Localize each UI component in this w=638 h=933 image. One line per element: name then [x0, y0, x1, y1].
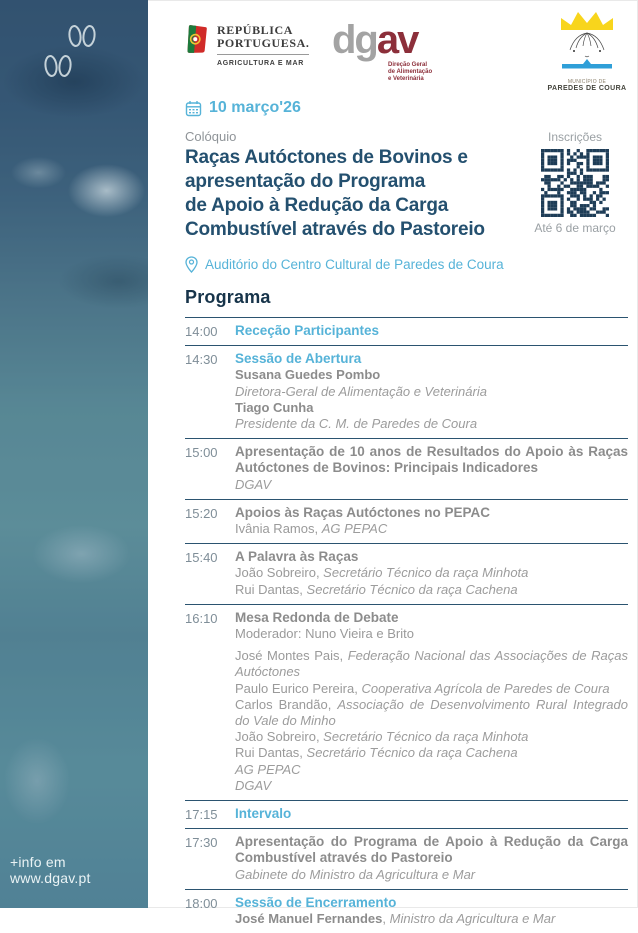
- program-entry: [235, 834, 628, 883]
- event-title: [185, 146, 535, 242]
- program-line: [235, 582, 628, 598]
- program-row: [185, 438, 628, 499]
- program-text-segment: Susana Guedes Pombo: [235, 367, 381, 383]
- program-text-segment: Presidente da C. M. de Paredes de Coura: [235, 416, 478, 432]
- program-row: [185, 800, 628, 828]
- cow-pasture-photo: [0, 0, 148, 908]
- cattle-hoofprints-icon: [44, 22, 100, 84]
- program-entry: [235, 323, 628, 339]
- crown-face-icon: [557, 6, 617, 72]
- program-row: [185, 828, 628, 889]
- program-text-segment: ,: [382, 911, 390, 927]
- event-location-text: Auditório do Centro Cultural de Paredes de Coura: [205, 257, 504, 272]
- program-line: [235, 911, 628, 927]
- program-line: [235, 477, 628, 493]
- registration-qr-code: [541, 149, 609, 217]
- location-pin-icon: [185, 256, 198, 273]
- program-entry: [235, 895, 628, 927]
- dgav-sub-line: de Alimentação: [388, 69, 433, 75]
- program-text-segment: Intervalo: [235, 806, 292, 822]
- dgav-subtitle: [388, 62, 432, 83]
- event-location: [185, 256, 504, 273]
- program-text-segment: Secretário Técnico da raça Minhota: [323, 565, 529, 581]
- program-text-segment: DGAV: [235, 777, 272, 793]
- program-time: 15:00: [185, 445, 218, 461]
- event-title-line: Raças Autóctones de Bovinos e: [185, 147, 468, 168]
- program-text-segment: Rui Dantas,: [235, 581, 307, 597]
- program-line: [235, 729, 628, 745]
- program-text-segment: Secretário Técnico da raça Minhota: [323, 729, 529, 745]
- dgav-sub-line: e Veterinária: [388, 76, 424, 82]
- program-text-segment: DGAV: [235, 476, 272, 492]
- program-entry: [235, 444, 628, 493]
- program-text-segment: Carlos Brandão,: [235, 696, 338, 712]
- registration-block: [523, 130, 627, 235]
- portugal-flag-icon: [185, 24, 209, 56]
- program-line: [235, 367, 628, 383]
- dgav-av-letters: av: [376, 18, 418, 62]
- program-entry: [235, 549, 628, 598]
- calendar-icon: [185, 100, 202, 117]
- program-text-segment: Apoios às Raças Autóctones no PEPAC: [235, 504, 491, 520]
- program-heading: Programa: [185, 287, 271, 307]
- program-entry: [235, 610, 628, 794]
- program-text-segment: Apresentação do Programa de Apoio à Redução da Carga Combustível através do Pastoreio: [235, 834, 628, 866]
- program-row: [185, 317, 628, 345]
- program-time: 15:40: [185, 550, 218, 566]
- program-line: [235, 681, 628, 697]
- program-line: [235, 762, 628, 778]
- event-title-line: Combustível através do Pastoreio: [185, 219, 485, 240]
- gov-rule: [217, 54, 309, 55]
- program-time: 14:00: [185, 324, 218, 339]
- program-text-segment: Gabinete do Ministro da Agricultura e Mar: [235, 866, 476, 882]
- program-row: [185, 543, 628, 604]
- program-text-segment: Sessão de Abertura: [235, 351, 362, 367]
- program-text-segment: Diretora-Geral de Alimentação e Veterinária: [235, 383, 487, 399]
- event-date-text: 10 março'26: [209, 99, 301, 116]
- program-row: [185, 345, 628, 438]
- registration-deadline: Até 6 de março: [534, 221, 616, 235]
- program-line: [235, 416, 628, 432]
- program-entry: [235, 806, 628, 822]
- program-line: [235, 444, 628, 476]
- program-time: 14:30: [185, 352, 218, 368]
- program-text-segment: Ministro da Agricultura e Mar: [389, 911, 556, 927]
- program-text-segment: Cooperativa Agrícola de Paredes de Coura: [361, 680, 610, 696]
- program-row: [185, 889, 628, 933]
- program-text-segment: Associação de Desenvolvimento Rural Integrado do Vale do Minho: [235, 696, 628, 729]
- program-line: [235, 626, 628, 642]
- program-text-segment: Receção Participantes: [235, 323, 380, 338]
- program-line: [235, 895, 628, 911]
- program-text-segment: José Manuel Fernandes: [235, 911, 383, 927]
- program-line: [235, 351, 628, 367]
- program-text-segment: Mesa Redonda de Debate: [235, 609, 399, 625]
- program-text-segment: A Palavra às Raças: [235, 549, 359, 565]
- program-line: [235, 400, 628, 416]
- program-line: [235, 521, 628, 537]
- event-title-line: de Apoio à Redução da Carga: [185, 195, 449, 216]
- program-table: [185, 317, 628, 933]
- event-kind: Colóquio: [185, 129, 237, 144]
- program-line: [235, 384, 628, 400]
- program-text-segment: João Sobreiro,: [235, 729, 324, 745]
- event-title-line: apresentação do Programa: [185, 171, 426, 192]
- dgav-dg-letters: dg: [332, 18, 377, 62]
- program-text-segment: Paulo Eurico Pereira,: [235, 680, 362, 696]
- program-line: [235, 867, 628, 883]
- program-entry: [235, 351, 628, 432]
- program-time: 17:15: [185, 807, 218, 823]
- event-date: [185, 99, 301, 117]
- program-line: [235, 323, 628, 339]
- program-text-segment: João Sobreiro,: [235, 565, 324, 581]
- paredes-de-coura-logo: [546, 6, 628, 92]
- program-text-segment: Secretário Técnico da raça Cachena: [306, 581, 518, 597]
- program-text-segment: Federação Nacional das Associações de Raças Autóctones: [235, 648, 629, 680]
- program-text-segment: AG PEPAC: [235, 761, 301, 777]
- poster-content: [148, 0, 638, 927]
- program-line: [235, 745, 628, 761]
- program-time: 16:10: [185, 610, 218, 626]
- municipality-sub2: PAREDES DE COURA: [547, 85, 627, 92]
- program-line: [235, 834, 628, 866]
- program-text-segment: José Montes Pais,: [235, 648, 348, 664]
- program-row: [185, 604, 628, 800]
- program-line: [235, 610, 628, 626]
- program-time: 15:20: [185, 505, 218, 521]
- program-line: [235, 806, 628, 822]
- program-entry: [235, 505, 628, 537]
- program-text-segment: Moderador: Nuno Vieira e Brito: [235, 626, 414, 642]
- gov-subtitle: AGRICULTURA E MAR: [217, 60, 304, 67]
- info-website-link[interactable]: +info em www.dgav.pt: [10, 854, 91, 886]
- program-line: [235, 697, 628, 729]
- program-line: [235, 549, 628, 565]
- program-time: 17:30: [185, 835, 218, 851]
- program-text-segment: AG PEPAC: [321, 521, 388, 537]
- program-text-segment: Tiago Cunha: [235, 399, 314, 415]
- gov-logo-text: [217, 24, 310, 67]
- program-text-segment: Sessão de Encerramento: [235, 894, 397, 910]
- gov-line2: PORTUGUESA.: [217, 36, 310, 50]
- program-text-segment: Apresentação de 10 anos de Resultados do Apoio às Raças Autóctones de Bovinos: Principais Indicadores: [235, 444, 628, 476]
- registration-label: Inscrições: [547, 130, 603, 144]
- dgav-sub-line: Direção Geral: [388, 62, 428, 68]
- dgav-logo: [332, 20, 462, 82]
- program-time: 18:00: [185, 895, 218, 911]
- program-line: [235, 648, 628, 680]
- program-line: [235, 565, 628, 581]
- program-text-segment: Ivânia Ramos,: [235, 521, 322, 537]
- program-text-segment: Rui Dantas,: [235, 745, 307, 761]
- program-text-segment: Secretário Técnico da raça Cachena: [306, 745, 518, 761]
- gov-line1: REPÚBLICA: [217, 23, 294, 37]
- program-line: [235, 778, 628, 794]
- republica-portuguesa-logo: [185, 24, 310, 67]
- municipality-sub1: MUNICÍPIO DE: [567, 79, 607, 85]
- program-line: [235, 505, 628, 521]
- program-row: [185, 499, 628, 543]
